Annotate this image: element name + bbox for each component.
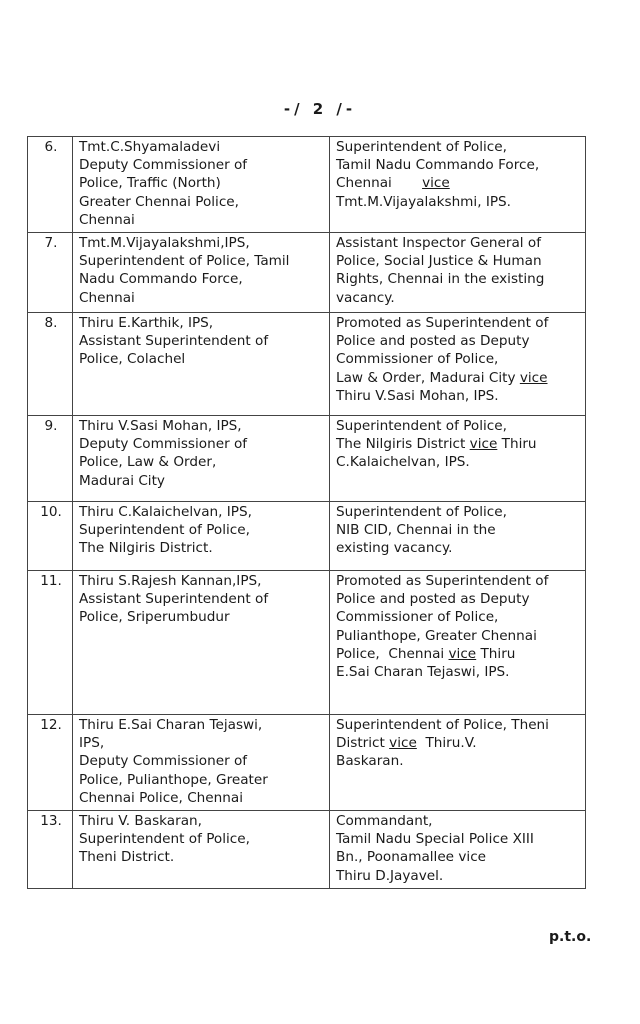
officer-line: Superintendent of Police,: [79, 831, 250, 848]
officer-line: Police, Pulianthope, Greater: [79, 771, 268, 788]
posting-line: Assistant Inspector General of: [336, 235, 541, 252]
officer-line: Thiru V. Baskaran,: [79, 813, 202, 830]
serial-number: 11.: [28, 571, 73, 715]
serial-number: 9.: [28, 416, 73, 502]
serial-number: 10.: [28, 502, 73, 571]
vice-underlined: vice: [519, 369, 548, 386]
posting-line: Thiru V.Sasi Mohan, IPS.: [336, 387, 499, 404]
serial-number: 13.: [28, 811, 73, 889]
posting-line: Promoted as Superintendent of: [336, 315, 549, 332]
posting-text: Thiru: [497, 436, 537, 453]
vice-underlined: vice: [389, 735, 417, 752]
officer-line: Assistant Superintendent of: [79, 333, 269, 350]
officer-line: Thiru C.Kalaichelvan, IPS,: [79, 504, 252, 521]
posting-line: C.Kalaichelvan, IPS.: [336, 454, 470, 471]
officer-line: Deputy Commissioner of: [79, 157, 248, 174]
serial-number: 6.: [28, 137, 73, 233]
posting-line: Baskaran.: [336, 753, 404, 770]
officer-line: Thiru S.Rajesh Kannan,IPS,: [79, 573, 262, 590]
posting-line: Tamil Nadu Commando Force,: [336, 157, 540, 174]
posting-line: Commissioner of Police,: [336, 609, 499, 626]
table-row: [28, 313, 586, 416]
officer-cell: [73, 502, 330, 571]
posting-line: Bn., Poonamallee vice: [336, 849, 487, 866]
posting-line: Tmt.M.Vijayalakshmi, IPS.: [336, 193, 511, 210]
posting-cell: [330, 416, 586, 502]
officer-cell: [73, 233, 330, 313]
table-row: [28, 137, 586, 233]
posting-cell: [330, 313, 586, 416]
officer-line: Chennai: [79, 289, 135, 306]
officer-line: Theni District.: [79, 849, 175, 866]
officer-cell: [73, 313, 330, 416]
serial-number: 8.: [28, 313, 73, 416]
posting-line: NIB CID, Chennai in the: [336, 522, 496, 539]
officer-line: Tmt.C.Shyamaladevi: [79, 139, 221, 155]
posting-text: Law & Order, Madurai City: [336, 369, 520, 386]
page-number: -/ 2 /-: [283, 100, 357, 118]
posting-line: E.Sai Charan Tejaswi, IPS.: [336, 664, 510, 681]
officer-line: Madurai City: [79, 472, 165, 489]
officer-line: Superintendent of Police, Tamil: [79, 253, 290, 270]
officer-cell: [73, 715, 330, 811]
officer-line: Police, Sriperumbudur: [79, 609, 230, 626]
officer-line: Police, Traffic (North): [79, 175, 221, 192]
posting-cell: [330, 137, 586, 233]
posting-line: [336, 174, 581, 192]
posting-line: Superintendent of Police,: [336, 504, 507, 521]
officer-line: Superintendent of Police,: [79, 522, 250, 539]
officer-line: Thiru V.Sasi Mohan, IPS,: [79, 418, 242, 435]
officer-cell: [73, 811, 330, 889]
posting-line: [336, 734, 581, 752]
vice-underlined: vice: [448, 645, 477, 662]
posting-line: Tamil Nadu Special Police XIII: [336, 831, 534, 848]
posting-text: District: [336, 735, 390, 752]
officer-line: The Nilgiris District.: [79, 540, 213, 557]
posting-line: Police and posted as Deputy: [336, 333, 530, 350]
posting-line: Police and posted as Deputy: [336, 591, 530, 608]
officer-line: Greater Chennai Police,: [79, 193, 239, 210]
posting-cell: [330, 811, 586, 889]
officer-line: IPS,: [79, 735, 105, 752]
table-row: [28, 233, 586, 313]
officer-line: Chennai: [79, 211, 135, 228]
page-turn-note: p.t.o.: [549, 929, 592, 945]
officer-cell: [73, 416, 330, 502]
posting-line: Superintendent of Police,: [336, 418, 507, 435]
serial-number: 7.: [28, 233, 73, 313]
posting-line: Promoted as Superintendent of: [336, 573, 549, 590]
officer-line: Assistant Superintendent of: [79, 591, 269, 608]
posting-line: Rights, Chennai in the existing: [336, 271, 545, 288]
officer-line: Deputy Commissioner of: [79, 436, 248, 453]
table-row: [28, 715, 586, 811]
posting-line: Thiru D.Jayavel.: [336, 867, 444, 884]
table-row: [28, 811, 586, 889]
posting-text: Thiru: [476, 645, 516, 662]
officer-line: Deputy Commissioner of: [79, 753, 248, 770]
posting-line: Commandant,: [336, 813, 433, 830]
posting-cell: [330, 233, 586, 313]
transfer-table-body: [28, 137, 586, 889]
posting-text: Police, Chennai: [336, 645, 449, 662]
posting-cell: [330, 502, 586, 571]
officer-line: Thiru E.Karthik, IPS,: [79, 315, 214, 332]
posting-line: [336, 435, 581, 453]
posting-text: Thiru.V.: [416, 735, 477, 752]
transfer-table: [27, 136, 586, 889]
officer-line: Police, Law & Order,: [79, 454, 217, 471]
table-row: [28, 416, 586, 502]
posting-line: Superintendent of Police,: [336, 139, 507, 155]
officer-line: Tmt.M.Vijayalakshmi,IPS,: [79, 235, 250, 252]
posting-text: The Nilgiris District: [336, 436, 470, 453]
officer-line: Chennai Police, Chennai: [79, 789, 244, 806]
posting-line: Commissioner of Police,: [336, 351, 499, 368]
table-row: [28, 571, 586, 715]
posting-text: Chennai: [336, 175, 423, 192]
officer-cell: [73, 137, 330, 233]
officer-line: Police, Colachel: [79, 351, 186, 368]
posting-cell: [330, 571, 586, 715]
posting-line: Superintendent of Police, Theni: [336, 717, 549, 734]
vice-underlined: vice: [422, 175, 450, 192]
officer-line: Nadu Commando Force,: [79, 271, 243, 288]
vice-underlined: vice: [469, 436, 498, 453]
posting-line: [336, 645, 581, 663]
posting-line: Pulianthope, Greater Chennai: [336, 627, 537, 644]
posting-line: vacancy.: [336, 289, 395, 306]
officer-cell: [73, 571, 330, 715]
officer-line: Thiru E.Sai Charan Tejaswi,: [79, 717, 263, 734]
posting-line: Police, Social Justice & Human: [336, 253, 542, 270]
posting-line: [336, 369, 581, 387]
serial-number: 12.: [28, 715, 73, 811]
posting-line: existing vacancy.: [336, 540, 453, 557]
posting-cell: [330, 715, 586, 811]
table-row: [28, 502, 586, 571]
